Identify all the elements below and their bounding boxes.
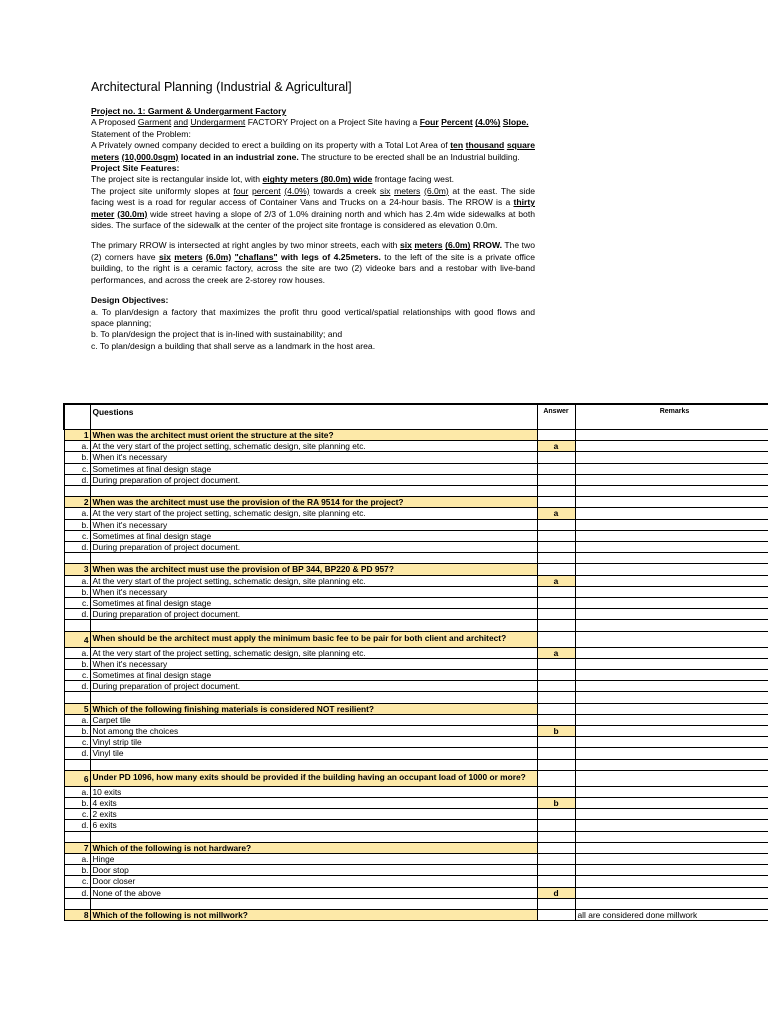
- answer-cell: b: [537, 726, 575, 737]
- choice-letter: d.: [64, 609, 90, 620]
- question-text: When was the architect must use the provision of the RA 9514 for the project?: [90, 497, 537, 508]
- choice-row: [64, 575, 768, 586]
- spacer-row: [64, 553, 768, 564]
- answer-cell: [537, 865, 575, 876]
- choice-row: [64, 820, 768, 831]
- choice-letter: c.: [64, 876, 90, 887]
- empty-cell: [90, 831, 537, 842]
- choice-text: When it's necessary: [90, 658, 537, 669]
- remarks-cell: [575, 798, 768, 809]
- choice-letter: a.: [64, 441, 90, 452]
- choice-row: [64, 452, 768, 463]
- remarks-cell: [575, 714, 768, 725]
- question-row: [64, 430, 768, 441]
- answer-cell: [537, 609, 575, 620]
- remarks-cell: [575, 748, 768, 759]
- choice-text: At the very start of the project setting, schematic design, site planning etc.: [90, 647, 537, 658]
- header-number-cell: [64, 404, 90, 430]
- choice-letter: b.: [64, 726, 90, 737]
- question-row: [64, 842, 768, 853]
- answer-cell: [537, 631, 575, 647]
- choice-text: Sometimes at final design stage: [90, 598, 537, 609]
- choice-letter: c.: [64, 809, 90, 820]
- choice-row: [64, 441, 768, 452]
- empty-cell: [537, 759, 575, 770]
- empty-cell: [537, 620, 575, 631]
- answer-cell: [537, 598, 575, 609]
- choice-letter: c.: [64, 463, 90, 474]
- question-number: 5: [64, 703, 90, 714]
- choice-letter: b.: [64, 865, 90, 876]
- choice-text: Door closer: [90, 876, 537, 887]
- choice-row: [64, 854, 768, 865]
- choice-text: At the very start of the project setting, schematic design, site planning etc.: [90, 441, 537, 452]
- empty-cell: [90, 759, 537, 770]
- remarks-cell: [575, 786, 768, 797]
- questions-table: [63, 403, 768, 921]
- choice-letter: a.: [64, 714, 90, 725]
- choice-text: During preparation of project document.: [90, 681, 537, 692]
- remarks-cell: [575, 497, 768, 508]
- choice-letter: a.: [64, 575, 90, 586]
- choice-row: [64, 530, 768, 541]
- choice-text: When it's necessary: [90, 519, 537, 530]
- answer-cell: b: [537, 798, 575, 809]
- choice-row: [64, 786, 768, 797]
- choice-text: Not among the choices: [90, 726, 537, 737]
- statement-heading: Statement of the Problem:: [91, 128, 191, 139]
- remarks-cell: [575, 508, 768, 519]
- choice-letter: d.: [64, 542, 90, 553]
- question-number: 1: [64, 430, 90, 441]
- answer-cell: [537, 703, 575, 714]
- choice-letter: c.: [64, 737, 90, 748]
- remarks-cell: [575, 865, 768, 876]
- spacer-row: [64, 898, 768, 909]
- features-heading: Project Site Features:: [91, 163, 180, 174]
- choice-letter: d.: [64, 681, 90, 692]
- choice-text: Vinyl tile: [90, 748, 537, 759]
- choice-letter: a.: [64, 854, 90, 865]
- choice-row: [64, 598, 768, 609]
- answer-cell: [537, 463, 575, 474]
- question-row: [64, 910, 768, 921]
- remarks-cell: [575, 887, 768, 898]
- empty-cell: [64, 692, 90, 703]
- project-line: Project no. 1: Garment & Undergarment Factory: [91, 106, 287, 116]
- remarks-cell: [575, 452, 768, 463]
- remarks-cell: [575, 463, 768, 474]
- empty-cell: [575, 553, 768, 564]
- empty-cell: [575, 692, 768, 703]
- choice-row: [64, 586, 768, 597]
- empty-cell: [537, 486, 575, 497]
- remarks-cell: [575, 670, 768, 681]
- answer-cell: [537, 586, 575, 597]
- choice-text: During preparation of project document.: [90, 609, 537, 620]
- choice-text: Vinyl strip tile: [90, 737, 537, 748]
- remarks-cell: [575, 842, 768, 853]
- answer-cell: [537, 809, 575, 820]
- question-number: 8: [64, 910, 90, 921]
- choice-row: [64, 508, 768, 519]
- choice-letter: c.: [64, 530, 90, 541]
- choice-letter: b.: [64, 586, 90, 597]
- choice-row: [64, 474, 768, 485]
- question-text: When was the architect must orient the structure at the site?: [90, 430, 537, 441]
- question-text: When should be the architect must apply the minimum basic fee to be pair for both client and architect?: [90, 631, 537, 647]
- question-text: When was the architect must use the provision of BP 344, BP220 & PD 957?: [90, 564, 537, 575]
- page-title: Architectural Planning (Industrial & Agricultural]: [91, 80, 352, 94]
- choice-text: During preparation of project document.: [90, 542, 537, 553]
- answer-cell: [537, 497, 575, 508]
- empty-cell: [575, 898, 768, 909]
- empty-cell: [537, 898, 575, 909]
- empty-cell: [64, 553, 90, 564]
- remarks-cell: [575, 430, 768, 441]
- objective-b: b. To plan/design the project that is in-lined with sustainability; and: [91, 329, 343, 340]
- remarks-cell: [575, 647, 768, 658]
- question-number: 7: [64, 842, 90, 853]
- remarks-cell: [575, 609, 768, 620]
- choice-row: [64, 876, 768, 887]
- choice-row: [64, 809, 768, 820]
- choice-letter: b.: [64, 452, 90, 463]
- answer-cell: [537, 530, 575, 541]
- remarks-cell: [575, 681, 768, 692]
- choice-text: Sometimes at final design stage: [90, 530, 537, 541]
- empty-cell: [64, 620, 90, 631]
- header-answer: Answer: [537, 404, 575, 430]
- choice-letter: b.: [64, 798, 90, 809]
- header-remarks: Remarks: [575, 404, 768, 430]
- choice-letter: a.: [64, 508, 90, 519]
- question-row: [64, 703, 768, 714]
- problem-statement: [91, 106, 535, 352]
- answer-cell: [537, 876, 575, 887]
- remarks-cell: [575, 658, 768, 669]
- answer-cell: a: [537, 575, 575, 586]
- problem-text: A Privately owned company decided to erect a building on its property with a Total Lot Area of ten thousand square meters (10,000.0sgm) located in an industrial zone. The structure to be erected shall be an Industrial building.: [91, 140, 535, 162]
- remarks-cell: [575, 474, 768, 485]
- answer-cell: [537, 542, 575, 553]
- spacer-row: [64, 486, 768, 497]
- answer-cell: [537, 854, 575, 865]
- remarks-cell: [575, 519, 768, 530]
- answer-cell: a: [537, 508, 575, 519]
- remarks-cell: [575, 441, 768, 452]
- choice-text: When it's necessary: [90, 452, 537, 463]
- choice-text: At the very start of the project setting, schematic design, site planning etc.: [90, 575, 537, 586]
- answer-cell: [537, 430, 575, 441]
- choice-letter: d.: [64, 820, 90, 831]
- spacer-row: [64, 831, 768, 842]
- question-number: 6: [64, 770, 90, 786]
- answer-cell: [537, 770, 575, 786]
- empty-cell: [537, 831, 575, 842]
- choice-row: [64, 714, 768, 725]
- remarks-cell: all are considered done millwork: [575, 910, 768, 921]
- answer-cell: [537, 910, 575, 921]
- remarks-cell: [575, 564, 768, 575]
- remarks-cell: [575, 542, 768, 553]
- choice-text: Door stop: [90, 865, 537, 876]
- empty-cell: [537, 553, 575, 564]
- choice-text: 10 exits: [90, 786, 537, 797]
- empty-cell: [64, 759, 90, 770]
- choice-letter: c.: [64, 670, 90, 681]
- choice-text: Carpet tile: [90, 714, 537, 725]
- choice-text: Hinge: [90, 854, 537, 865]
- choice-row: [64, 887, 768, 898]
- remarks-cell: [575, 876, 768, 887]
- choice-row: [64, 658, 768, 669]
- empty-cell: [575, 831, 768, 842]
- answer-cell: a: [537, 647, 575, 658]
- empty-cell: [90, 692, 537, 703]
- feature-3: The primary RROW is intersected at right angles by two minor streets, each with six meters (6.0m) RROW. The two (2) corners have six meters (6.0m) "chaflans" with legs of 4.25meters. to the left of the site is a private office building, to the right is a ceramic factory, across the site are two (2) videoke bars and a restobar with live-band performances, and across the creek are 2-storey row houses.: [91, 240, 536, 285]
- empty-cell: [64, 898, 90, 909]
- remarks-cell: [575, 854, 768, 865]
- answer-cell: [537, 786, 575, 797]
- choice-text: Sometimes at final design stage: [90, 463, 537, 474]
- objectives-heading: Design Objectives:: [91, 295, 169, 306]
- choice-row: [64, 748, 768, 759]
- choice-text: None of the above: [90, 887, 537, 898]
- choice-letter: c.: [64, 598, 90, 609]
- empty-cell: [537, 692, 575, 703]
- answer-cell: [537, 452, 575, 463]
- choice-text: During preparation of project document.: [90, 474, 537, 485]
- choice-row: [64, 726, 768, 737]
- header-questions: Questions: [90, 404, 537, 430]
- empty-cell: [575, 620, 768, 631]
- answer-cell: [537, 474, 575, 485]
- feature-2: The project site uniformly slopes at four percent (4.0%) towards a creek six meters (6.0m) at the east. The side facing west is a road for regular access of Container Vans and Trucks on a 24-hour basis. The RROW is a thirty meter (30.0m) wide street having a slope of 2/3 of 1.0% draining north and which has 2.4m wide sidewalks at both sides. The surface of the sidewalk at the center of the project site frontage is considered as elevation 0.0m.: [91, 185, 536, 231]
- answer-cell: [537, 670, 575, 681]
- answer-cell: [537, 737, 575, 748]
- remarks-cell: [575, 820, 768, 831]
- choice-text: 6 exits: [90, 820, 537, 831]
- question-row: [64, 497, 768, 508]
- spacer-row: [64, 759, 768, 770]
- answer-cell: [537, 748, 575, 759]
- choice-row: [64, 519, 768, 530]
- remarks-cell: [575, 530, 768, 541]
- spacer-row: [64, 620, 768, 631]
- question-number: 3: [64, 564, 90, 575]
- question-text: Under PD 1096, how many exits should be provided if the building having an occupant load of 1000 or more?: [90, 770, 537, 786]
- answer-cell: [537, 842, 575, 853]
- choice-row: [64, 865, 768, 876]
- remarks-cell: [575, 703, 768, 714]
- feature-1: The project site is rectangular inside lot, with eighty meters (80.0m) wide frontage facing west.: [91, 174, 455, 185]
- remarks-cell: [575, 598, 768, 609]
- choice-row: [64, 609, 768, 620]
- choice-letter: d.: [64, 748, 90, 759]
- remarks-cell: [575, 726, 768, 737]
- choice-row: [64, 798, 768, 809]
- choice-text: 2 exits: [90, 809, 537, 820]
- question-text: Which of the following is not hardware?: [90, 842, 537, 853]
- choice-text: At the very start of the project setting, schematic design, site planning etc.: [90, 508, 537, 519]
- empty-cell: [90, 553, 537, 564]
- choice-letter: a.: [64, 786, 90, 797]
- choice-letter: d.: [64, 474, 90, 485]
- choice-row: [64, 463, 768, 474]
- choice-letter: d.: [64, 887, 90, 898]
- empty-cell: [90, 620, 537, 631]
- question-row: [64, 631, 768, 647]
- empty-cell: [90, 486, 537, 497]
- question-row: [64, 770, 768, 786]
- answer-cell: a: [537, 441, 575, 452]
- objective-c: c. To plan/design a building that shall serve as a landmark in the host area.: [91, 340, 376, 351]
- choice-row: [64, 542, 768, 553]
- choice-letter: b.: [64, 519, 90, 530]
- question-number: 2: [64, 497, 90, 508]
- choice-row: [64, 737, 768, 748]
- answer-cell: [537, 820, 575, 831]
- choice-row: [64, 681, 768, 692]
- choice-letter: b.: [64, 658, 90, 669]
- choice-row: [64, 670, 768, 681]
- objective-a: a. To plan/design a factory that maximizes the profit thru good vertical/spatial relationships with good flows and space planning;: [91, 306, 535, 328]
- answer-cell: [537, 714, 575, 725]
- choice-text: When it's necessary: [90, 586, 537, 597]
- answer-cell: [537, 519, 575, 530]
- choice-row: [64, 647, 768, 658]
- question-text: Which of the following is not millwork?: [90, 910, 537, 921]
- answer-cell: [537, 658, 575, 669]
- remarks-cell: [575, 737, 768, 748]
- answer-cell: [537, 681, 575, 692]
- answer-cell: d: [537, 887, 575, 898]
- empty-cell: [575, 486, 768, 497]
- question-row: [64, 564, 768, 575]
- empty-cell: [575, 759, 768, 770]
- project-description: A Proposed Garment and Undergarment FACTORY Project on a Project Site having a Four Percent (4.0%) Slope.: [91, 117, 529, 128]
- remarks-cell: [575, 631, 768, 647]
- table-header-row: [64, 404, 768, 430]
- choice-text: 4 exits: [90, 798, 537, 809]
- remarks-cell: [575, 575, 768, 586]
- empty-cell: [64, 486, 90, 497]
- empty-cell: [64, 831, 90, 842]
- question-text: Which of the following finishing materials is considered NOT resilient?: [90, 703, 537, 714]
- question-number: 4: [64, 631, 90, 647]
- answer-cell: [537, 564, 575, 575]
- remarks-cell: [575, 770, 768, 786]
- choice-text: Sometimes at final design stage: [90, 670, 537, 681]
- remarks-cell: [575, 586, 768, 597]
- remarks-cell: [575, 809, 768, 820]
- spacer-row: [64, 692, 768, 703]
- choice-letter: a.: [64, 647, 90, 658]
- empty-cell: [90, 898, 537, 909]
